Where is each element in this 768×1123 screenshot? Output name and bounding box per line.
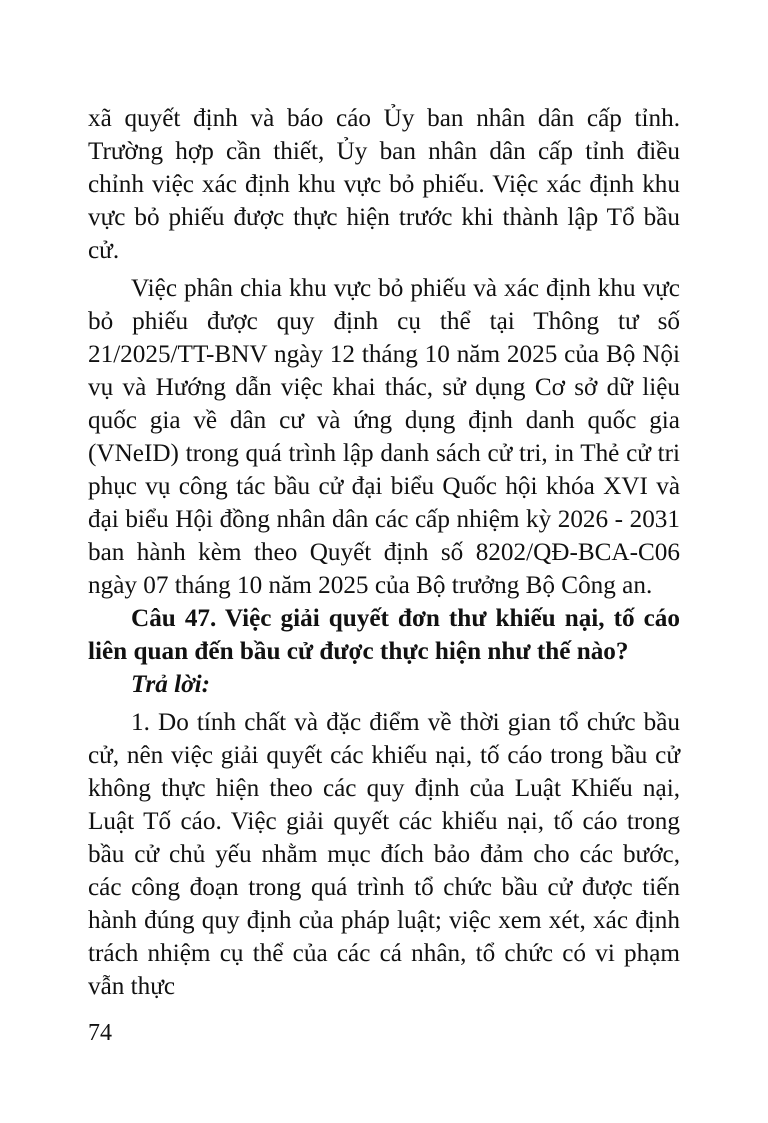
document-page	[88, 102, 680, 1003]
page-number: 74	[88, 1020, 112, 1046]
answer-paragraph: 1. Do tính chất và đặc điểm về thời gian tổ chức bầu cử, nên việc giải quyết các khiếu nại, tố cáo trong bầu cử không thực hiện theo các quy định của Luật Khiếu nại, Luật Tố cáo. Việc giải quyết các khiếu nại, tố cáo trong bầu cử chủ yếu nhằm mục đích bảo đảm cho các bước, các công đoạn trong quá trình tổ chức bầu cử được tiến hành đúng quy định của pháp luật; việc xem xét, xác định trách nhiệm cụ thể của các cá nhân, tổ chức có vi phạm vẫn thực	[88, 709, 680, 1000]
question-heading: Câu 47. Việc giải quyết đơn thư khiếu nại, tố cáo liên quan đến bầu cử được thực hiện như thế nào?	[88, 605, 680, 665]
answer-label: Trả lời:	[131, 671, 211, 698]
body-paragraph-continued: xã quyết định và báo cáo Ủy ban nhân dân cấp tỉnh. Trường hợp cần thiết, Ủy ban nhân dân cấp tỉnh điều chỉnh việc xác định khu vực bỏ phiếu. Việc xác định khu vực bỏ phiếu được thực hiện trước khi thành lập Tổ bầu cử.	[88, 105, 680, 264]
body-paragraph: Việc phân chia khu vực bỏ phiếu và xác định khu vực bỏ phiếu được quy định cụ thể tại Thông tư số 21/2025/TT-BNV ngày 12 tháng 10 năm 2025 của Bộ Nội vụ và Hướng dẫn việc khai thác, sử dụng Cơ sở dữ liệu quốc gia về dân cư và ứng dụng định danh quốc gia (VNeID) trong quá trình lập danh sách cử tri, in Thẻ cử tri phục vụ công tác bầu cử đại biểu Quốc hội khóa XVI và đại biểu Hội đồng nhân dân các cấp nhiệm kỳ 2026 - 2031 ban hành kèm theo Quyết định số 8202/QĐ-BCA-C06 ngày 07 tháng 10 năm 2025 của Bộ trưởng Bộ Công an.	[88, 275, 680, 599]
